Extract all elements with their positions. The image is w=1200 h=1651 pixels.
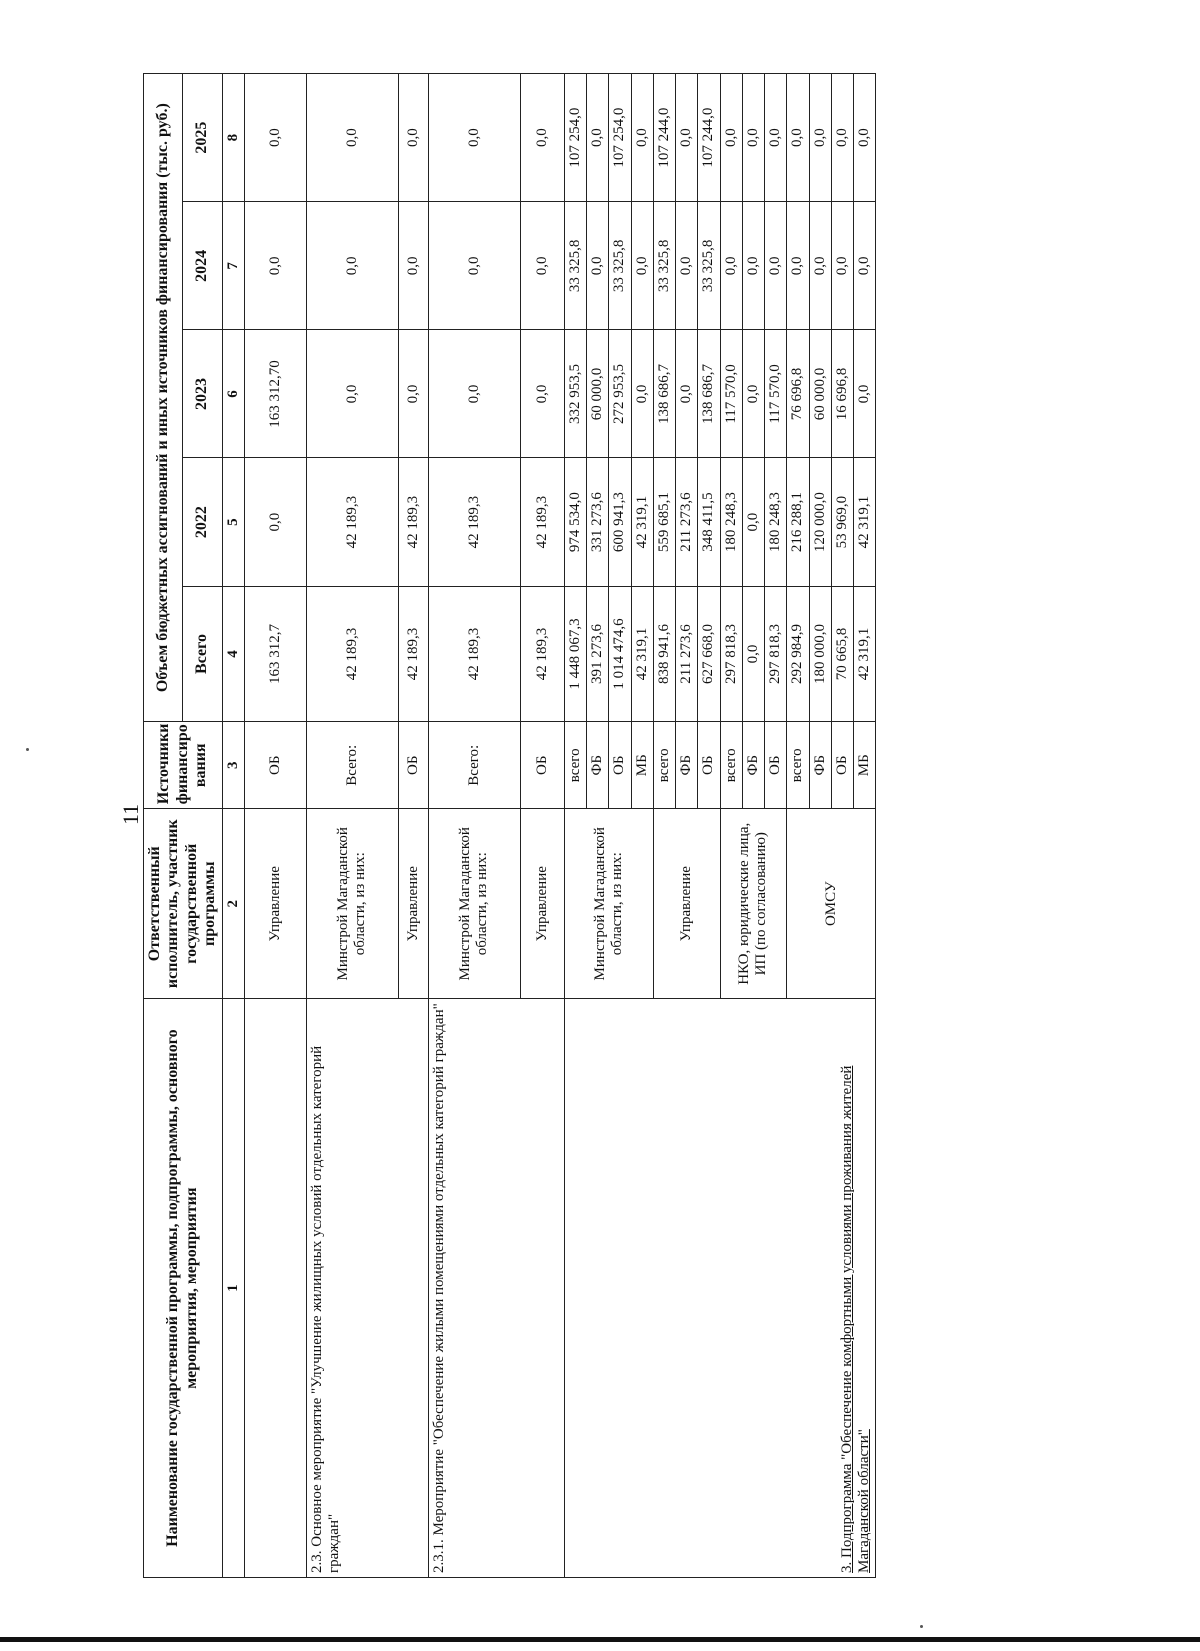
- source-cell: ОБ: [698, 722, 720, 809]
- value-cell: 180 248,3: [765, 458, 787, 586]
- value-cell: 42 189,3: [306, 458, 398, 586]
- value-cell: 53 969,0: [831, 458, 853, 586]
- value-cell: 292 984,9: [787, 586, 809, 722]
- value-cell: 0,0: [765, 202, 787, 330]
- value-cell: 107 244,0: [653, 74, 675, 202]
- value-cell: 0,0: [720, 74, 742, 202]
- value-cell: 0,0: [831, 202, 853, 330]
- value-cell: 0,0: [831, 74, 853, 202]
- value-cell: 627 668,0: [698, 586, 720, 722]
- source-cell: ФБ: [676, 722, 698, 809]
- source-cell: всего: [653, 722, 675, 809]
- header-executor: Ответственный исполнитель, участник государственной программы: [144, 809, 223, 999]
- index-cell: 3: [222, 722, 244, 809]
- value-cell: 0,0: [676, 330, 698, 458]
- value-cell: 33 325,8: [698, 202, 720, 330]
- value-cell: 559 685,1: [653, 458, 675, 586]
- value-cell: 1 014 474,6: [609, 586, 631, 722]
- value-cell: 60 000,0: [809, 330, 831, 458]
- value-cell: 42 189,3: [398, 458, 428, 586]
- source-cell: МБ: [631, 722, 653, 809]
- value-cell: 60 000,0: [587, 330, 609, 458]
- value-cell: 0,0: [676, 74, 698, 202]
- executor-cell-omsu: ОМСУ: [787, 809, 876, 999]
- value-cell: 42 189,3: [428, 586, 520, 722]
- value-cell: 0,0: [631, 202, 653, 330]
- value-cell: 42 189,3: [306, 586, 398, 722]
- bottom-scan-border: [0, 1637, 1200, 1642]
- header-2023: 2023: [183, 330, 222, 458]
- value-cell: 138 686,7: [653, 330, 675, 458]
- budget-table-rotated: [143, 73, 1072, 1578]
- value-cell: 163 312,70: [244, 330, 306, 458]
- value-cell: 0,0: [787, 202, 809, 330]
- value-cell: 33 325,8: [609, 202, 631, 330]
- source-cell: ФБ: [587, 722, 609, 809]
- name-cell-2-3: 2.3. Основное мероприятие "Улучшение жилищных условий отдельных категорий граждан": [306, 999, 428, 1578]
- page-number: 11: [118, 803, 143, 825]
- header-2024: 2024: [183, 202, 222, 330]
- header-name: Наименование государственной программы, подпрограммы, основного мероприятия, мероприятия: [144, 999, 223, 1578]
- source-cell: ФБ: [742, 722, 764, 809]
- value-cell: 1 448 067,3: [564, 586, 586, 722]
- value-cell: 0,0: [244, 202, 306, 330]
- source-cell: ОБ: [831, 722, 853, 809]
- value-cell: 331 273,6: [587, 458, 609, 586]
- value-cell: 0,0: [520, 202, 564, 330]
- value-cell: 974 534,0: [564, 458, 586, 586]
- value-cell: 107 244,0: [698, 74, 720, 202]
- value-cell: 0,0: [742, 330, 764, 458]
- value-cell: 42 319,1: [854, 586, 876, 722]
- executor-cell: Минстрой Магаданской области, из них:: [428, 809, 520, 999]
- value-cell: 0,0: [428, 202, 520, 330]
- value-cell: 0,0: [765, 74, 787, 202]
- name-cell-empty: [244, 999, 306, 1578]
- value-cell: 42 319,1: [631, 586, 653, 722]
- value-cell: 0,0: [742, 74, 764, 202]
- value-cell: 0,0: [787, 74, 809, 202]
- table-row: [564, 74, 586, 1578]
- value-cell: 0,0: [520, 330, 564, 458]
- table-row: [244, 74, 306, 1578]
- value-cell: 297 818,3: [720, 586, 742, 722]
- value-cell: 138 686,7: [698, 330, 720, 458]
- source-cell: ФБ: [809, 722, 831, 809]
- source-cell: ОБ: [398, 722, 428, 809]
- index-cell: 5: [222, 458, 244, 586]
- executor-cell: Минстрой Магаданской области, из них:: [306, 809, 398, 999]
- value-cell: 120 000,0: [809, 458, 831, 586]
- value-cell: 107 254,0: [609, 74, 631, 202]
- budget-table: [143, 73, 876, 1578]
- header-2022: 2022: [183, 458, 222, 586]
- value-cell: 0,0: [398, 330, 428, 458]
- value-cell: 0,0: [306, 74, 398, 202]
- value-cell: 33 325,8: [564, 202, 586, 330]
- executor-cell-ministry: Минстрой Магаданской области, из них:: [564, 809, 653, 999]
- subprogram-3-title: 3. Подпрограмма "Обеспечение комфортными условиями проживания жителей Магаданской области": [838, 1065, 873, 1573]
- value-cell: 0,0: [398, 202, 428, 330]
- value-cell: 76 696,8: [787, 330, 809, 458]
- value-cell: 0,0: [631, 74, 653, 202]
- value-cell: 0,0: [428, 74, 520, 202]
- value-cell: 0,0: [742, 202, 764, 330]
- value-cell: 0,0: [854, 202, 876, 330]
- value-cell: 0,0: [398, 74, 428, 202]
- source-cell: ОБ: [609, 722, 631, 809]
- value-cell: 117 570,0: [765, 330, 787, 458]
- value-cell: 838 941,6: [653, 586, 675, 722]
- value-cell: 0,0: [520, 74, 564, 202]
- executor-cell: Управление: [520, 809, 564, 999]
- scan-speck: [26, 748, 29, 751]
- value-cell: 0,0: [244, 458, 306, 586]
- value-cell: 348 411,5: [698, 458, 720, 586]
- value-cell: 107 254,0: [564, 74, 586, 202]
- value-cell: 163 312,7: [244, 586, 306, 722]
- value-cell: 0,0: [809, 74, 831, 202]
- source-cell: ОБ: [520, 722, 564, 809]
- executor-cell: Управление: [398, 809, 428, 999]
- value-cell: 16 696,8: [831, 330, 853, 458]
- value-cell: 600 941,3: [609, 458, 631, 586]
- value-cell: 0,0: [306, 330, 398, 458]
- value-cell: 391 273,6: [587, 586, 609, 722]
- value-cell: 180 000,0: [809, 586, 831, 722]
- value-cell: 0,0: [587, 74, 609, 202]
- value-cell: 0,0: [587, 202, 609, 330]
- value-cell: 0,0: [742, 458, 764, 586]
- value-cell: 211 273,6: [676, 458, 698, 586]
- name-cell-3: [564, 999, 876, 1578]
- value-cell: 42 189,3: [520, 458, 564, 586]
- value-cell: 0,0: [676, 202, 698, 330]
- value-cell: 0,0: [742, 586, 764, 722]
- value-cell: 297 818,3: [765, 586, 787, 722]
- value-cell: 42 189,3: [428, 458, 520, 586]
- value-cell: 42 189,3: [520, 586, 564, 722]
- header-total: Всего: [183, 586, 222, 722]
- value-cell: 272 953,5: [609, 330, 631, 458]
- source-cell: всего: [787, 722, 809, 809]
- source-cell: Всего:: [428, 722, 520, 809]
- index-cell: 7: [222, 202, 244, 330]
- source-cell: всего: [720, 722, 742, 809]
- index-cell: 2: [222, 809, 244, 999]
- value-cell: 0,0: [854, 330, 876, 458]
- value-cell: 117 570,0: [720, 330, 742, 458]
- source-cell: ОБ: [765, 722, 787, 809]
- table-row: [428, 74, 520, 1578]
- value-cell: 0,0: [809, 202, 831, 330]
- value-cell: 180 248,3: [720, 458, 742, 586]
- header-row: [144, 74, 183, 1578]
- header-source: Источники финансиро вания: [144, 722, 223, 809]
- index-cell: 8: [222, 74, 244, 202]
- index-cell: 4: [222, 586, 244, 722]
- value-cell: 42 319,1: [854, 458, 876, 586]
- value-cell: 0,0: [854, 74, 876, 202]
- index-cell: 1: [222, 999, 244, 1578]
- table-row: [306, 74, 398, 1578]
- value-cell: 42 189,3: [398, 586, 428, 722]
- header-2025: 2025: [183, 74, 222, 202]
- index-cell: 6: [222, 330, 244, 458]
- source-cell: ОБ: [244, 722, 306, 809]
- value-cell: 0,0: [631, 330, 653, 458]
- source-cell: Всего:: [306, 722, 398, 809]
- value-cell: 332 953,5: [564, 330, 586, 458]
- value-cell: 0,0: [428, 330, 520, 458]
- value-cell: 42 319,1: [631, 458, 653, 586]
- value-cell: 216 288,1: [787, 458, 809, 586]
- name-cell-2-3-1: 2.3.1. Мероприятие "Обеспечение жилыми помещениями отдельных категорий граждан": [428, 999, 564, 1578]
- executor-cell-upravlenie: Управление: [653, 809, 720, 999]
- source-cell: МБ: [854, 722, 876, 809]
- value-cell: 211 273,6: [676, 586, 698, 722]
- source-cell: всего: [564, 722, 586, 809]
- value-cell: 0,0: [720, 202, 742, 330]
- value-cell: 0,0: [244, 74, 306, 202]
- executor-cell: Управление: [244, 809, 306, 999]
- scan-speck: [920, 1625, 923, 1628]
- value-cell: 70 665,8: [831, 586, 853, 722]
- value-cell: 0,0: [306, 202, 398, 330]
- index-row: [222, 74, 244, 1578]
- header-volume: Объем бюджетных ассигнований и иных источников финансирования (тыс. руб.): [144, 74, 183, 722]
- executor-cell-nko: НКО, юридические лица, ИП (по согласованию): [720, 809, 787, 999]
- value-cell: 33 325,8: [653, 202, 675, 330]
